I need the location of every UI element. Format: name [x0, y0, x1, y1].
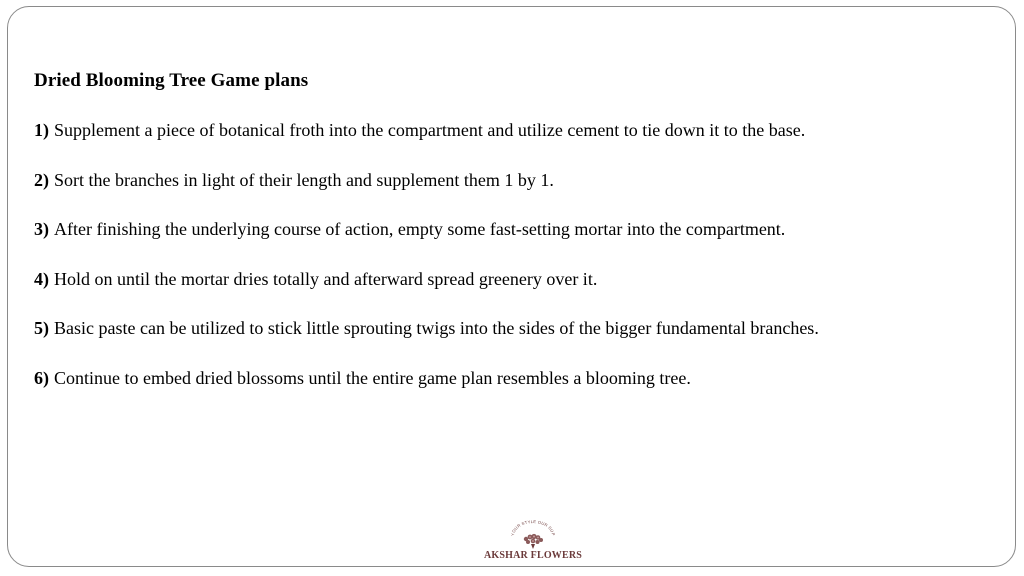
- step-item: [34, 167, 994, 193]
- step-text: After finishing the underlying course of action, empty some fast-setting mortar into the compartment.: [54, 219, 786, 239]
- step-item: [34, 266, 994, 292]
- step-text: Continue to embed dried blossoms until the entire game plan resembles a blooming tree.: [54, 367, 691, 388]
- step-text: Sort the branches in light of their length and supplement them 1 by 1.: [54, 169, 554, 190]
- step-number: 1): [34, 120, 49, 140]
- slide-content: [34, 68, 994, 414]
- step-text: Hold on until the mortar dries totally and afterward spread greenery over it.: [54, 268, 598, 289]
- akshar-flowers-logo: [478, 520, 588, 564]
- slide-heading: Dried Blooming Tree Game plans: [34, 70, 309, 91]
- flower-bouquet-icon: [508, 520, 558, 550]
- step-number: 6): [34, 367, 49, 388]
- logo-tagline: YOUR STYLE OUR SUP: [509, 520, 557, 537]
- step-number: 5): [34, 318, 49, 338]
- logo-name: AKSHAR FLOWERS: [483, 550, 583, 561]
- step-number: 4): [34, 268, 49, 289]
- step-number: 2): [34, 169, 49, 190]
- svg-text:YOUR STYLE OUR SUPPLY: [508, 520, 556, 536]
- step-number: 3): [34, 219, 49, 239]
- step-item: [34, 117, 994, 143]
- step-item: [34, 315, 994, 341]
- step-item: [34, 365, 994, 391]
- step-text: Basic paste can be utilized to stick little sprouting twigs into the sides of the bigger fundamental branches.: [54, 318, 819, 338]
- steps-list: [34, 117, 994, 391]
- step-item: [34, 216, 994, 242]
- step-text: Supplement a piece of botanical froth into the compartment and utilize cement to tie down it to the base.: [54, 120, 806, 140]
